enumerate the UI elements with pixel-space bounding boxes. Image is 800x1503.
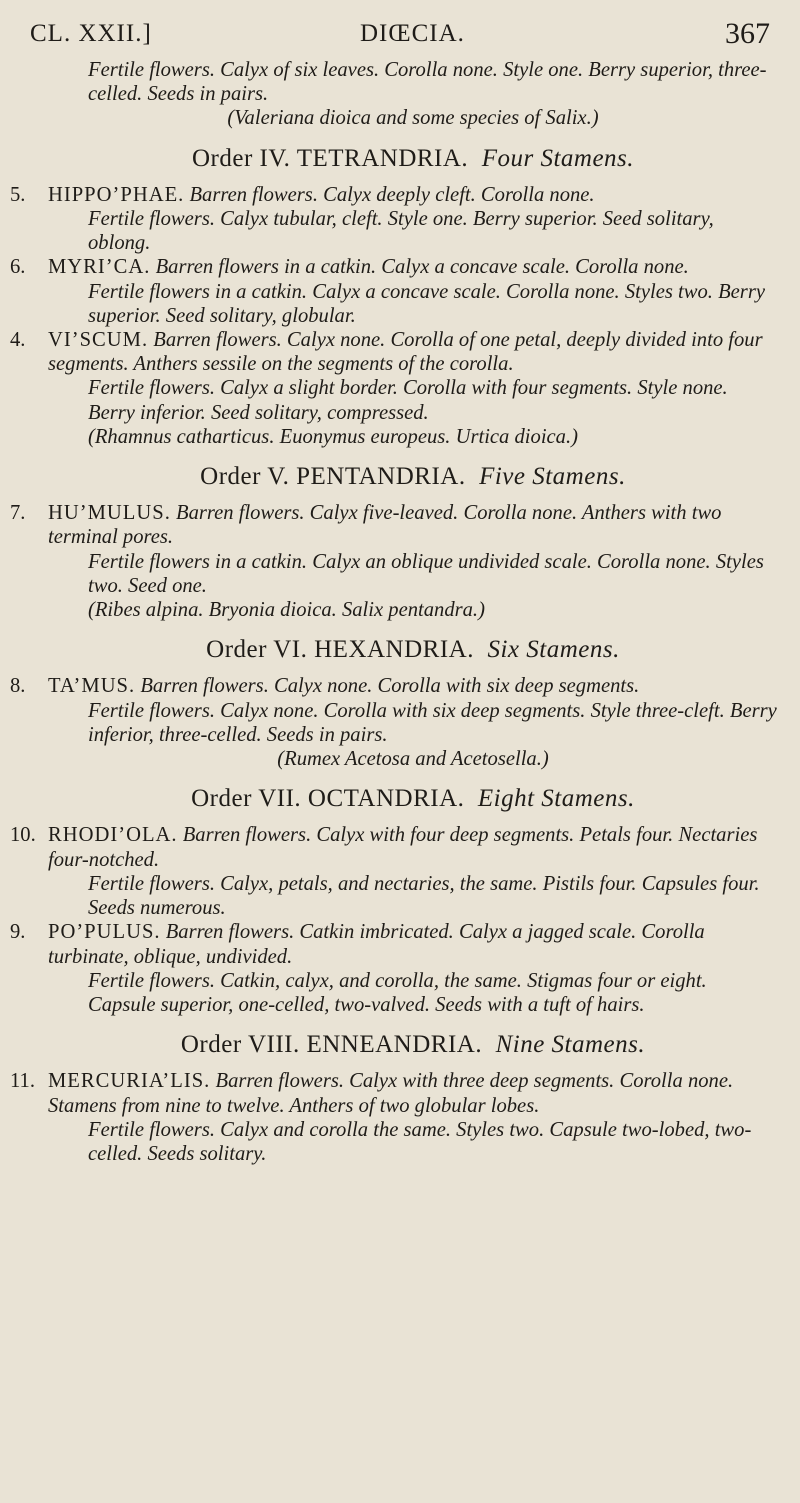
genus-name: PO’PULUS. — [48, 921, 161, 944]
entry-number: 9. — [10, 921, 26, 944]
genus-entry — [10, 674, 778, 771]
genus-name: HIPPO’PHAE. — [48, 183, 185, 206]
genus-name: MYRI’CA. — [48, 256, 151, 279]
genus-name: HU’MULUS. — [48, 502, 171, 525]
order-heading: Order VII. OCTANDRIA. Eight Stamens. — [191, 785, 635, 813]
barren-description: Barren flowers. Calyx none. Corolla of one petal, deeply divided into four segments. Anthers sessile on the segments of the corolla. — [48, 329, 763, 376]
genus-name: RHODI’OLA. — [48, 824, 178, 847]
fertile-description: Fertile flowers. Calyx and corolla the same. Styles two. Capsule two-lobed, two-celled. Seeds solitary. — [88, 1118, 752, 1165]
section-heading: DIŒCIA. — [360, 20, 465, 47]
order-heading: Order IV. TETRANDRIA. Four Stamens. — [191, 144, 635, 172]
genus-entry — [10, 183, 778, 256]
genus-entry — [10, 1069, 778, 1166]
genus-name: MERCURIA’LIS. — [48, 1070, 211, 1093]
fertile-description: Fertile flowers. Calyx tubular, cleft. Style one. Berry superior. Seed solitary, oblong. — [88, 208, 714, 255]
barren-description: Barren flowers. Calyx five-leaved. Corolla none. Anthers with two terminal pores. — [48, 502, 722, 549]
fertile-description: Fertile flowers. Calyx none. Corolla with six deep segments. Style three-cleft. Berry inferior, three-celled. Seeds in pairs. — [88, 699, 777, 746]
barren-description: Barren flowers. Catkin imbricated. Calyx a jagged scale. Corolla turbinate, oblique, undivided. — [48, 921, 705, 968]
fertile-description: Fertile flowers. Catkin, calyx, and corolla, the same. Stigmas four or eight. Capsule superior, one-celled, two-valved. Seeds with a tuft of hairs. — [88, 969, 707, 1016]
entry-number: 8. — [10, 675, 26, 698]
order-heading: Order V. PENTANDRIA. Five Stamens. — [200, 463, 626, 491]
fertile-description: Fertile flowers. Calyx, petals, and nectaries, the same. Pistils four. Capsules four. Seeds numerous. — [88, 872, 760, 920]
genus-name: TA’MUS. — [48, 675, 136, 698]
example-species: (Rumex Acetosa and Acetosella.) — [277, 748, 549, 771]
class-heading: CL. XXII.] — [30, 20, 152, 47]
intro-fertile: Fertile flowers. Calyx of six leaves. Corolla none. Style one. Berry superior, three-celled. Seeds in pairs. — [88, 59, 767, 106]
intro-examples: (Valeriana dioica and some species of Salix.) — [227, 107, 599, 130]
fertile-description: Fertile flowers. Calyx a slight border. Corolla with four segments. Style none. Berry inferior. Seed solitary, compressed. — [88, 377, 728, 424]
barren-description: Barren flowers. Calyx with four deep segments. Petals four. Nectaries four-notched. — [48, 824, 758, 871]
order-heading: Order VIII. ENNEANDRIA. Nine Stamens. — [180, 1031, 646, 1059]
genus-entry — [10, 328, 778, 449]
genus-entry — [10, 501, 778, 622]
genus-entry — [10, 823, 778, 920]
barren-description: Barren flowers. Calyx with three deep segments. Corolla none. Stamens from nine to twelve. Anthers of two globular lobes. — [48, 1070, 734, 1117]
entry-number: 11. — [10, 1070, 35, 1093]
example-species: (Ribes alpina. Bryonia dioica. Salix pentandra.) — [88, 599, 485, 622]
genus-name: VI’SCUM. — [48, 329, 149, 352]
barren-description: Barren flowers. Calyx none. Corolla with six deep segments. — [140, 675, 640, 698]
entry-number: 10. — [10, 824, 36, 847]
order-heading: Order VI. HEXANDRIA. Six Stamens. — [206, 636, 620, 664]
entry-number: 4. — [10, 329, 26, 352]
running-header — [30, 17, 770, 54]
barren-description: Barren flowers in a catkin. Calyx a concave scale. Corolla none. — [155, 256, 689, 279]
barren-description: Barren flowers. Calyx deeply cleft. Corolla none. — [189, 183, 595, 206]
entry-number: 7. — [10, 502, 26, 525]
entry-number: 6. — [10, 256, 26, 279]
fertile-description: Fertile flowers in a catkin. Calyx an oblique undivided scale. Corolla none. Styles two. Seed one. — [88, 550, 764, 597]
genus-entry — [10, 920, 778, 1017]
fertile-description: Fertile flowers in a catkin. Calyx a concave scale. Corolla none. Styles two. Berry superior. Seed solitary, globular. — [88, 280, 765, 327]
example-species: (Rhamnus catharticus. Euonymus europeus. Urtica dioica.) — [88, 425, 578, 448]
genus-entry — [10, 255, 778, 328]
entry-number: 5. — [10, 183, 26, 206]
page-body — [10, 58, 778, 1166]
page-number: 367 — [725, 17, 770, 50]
